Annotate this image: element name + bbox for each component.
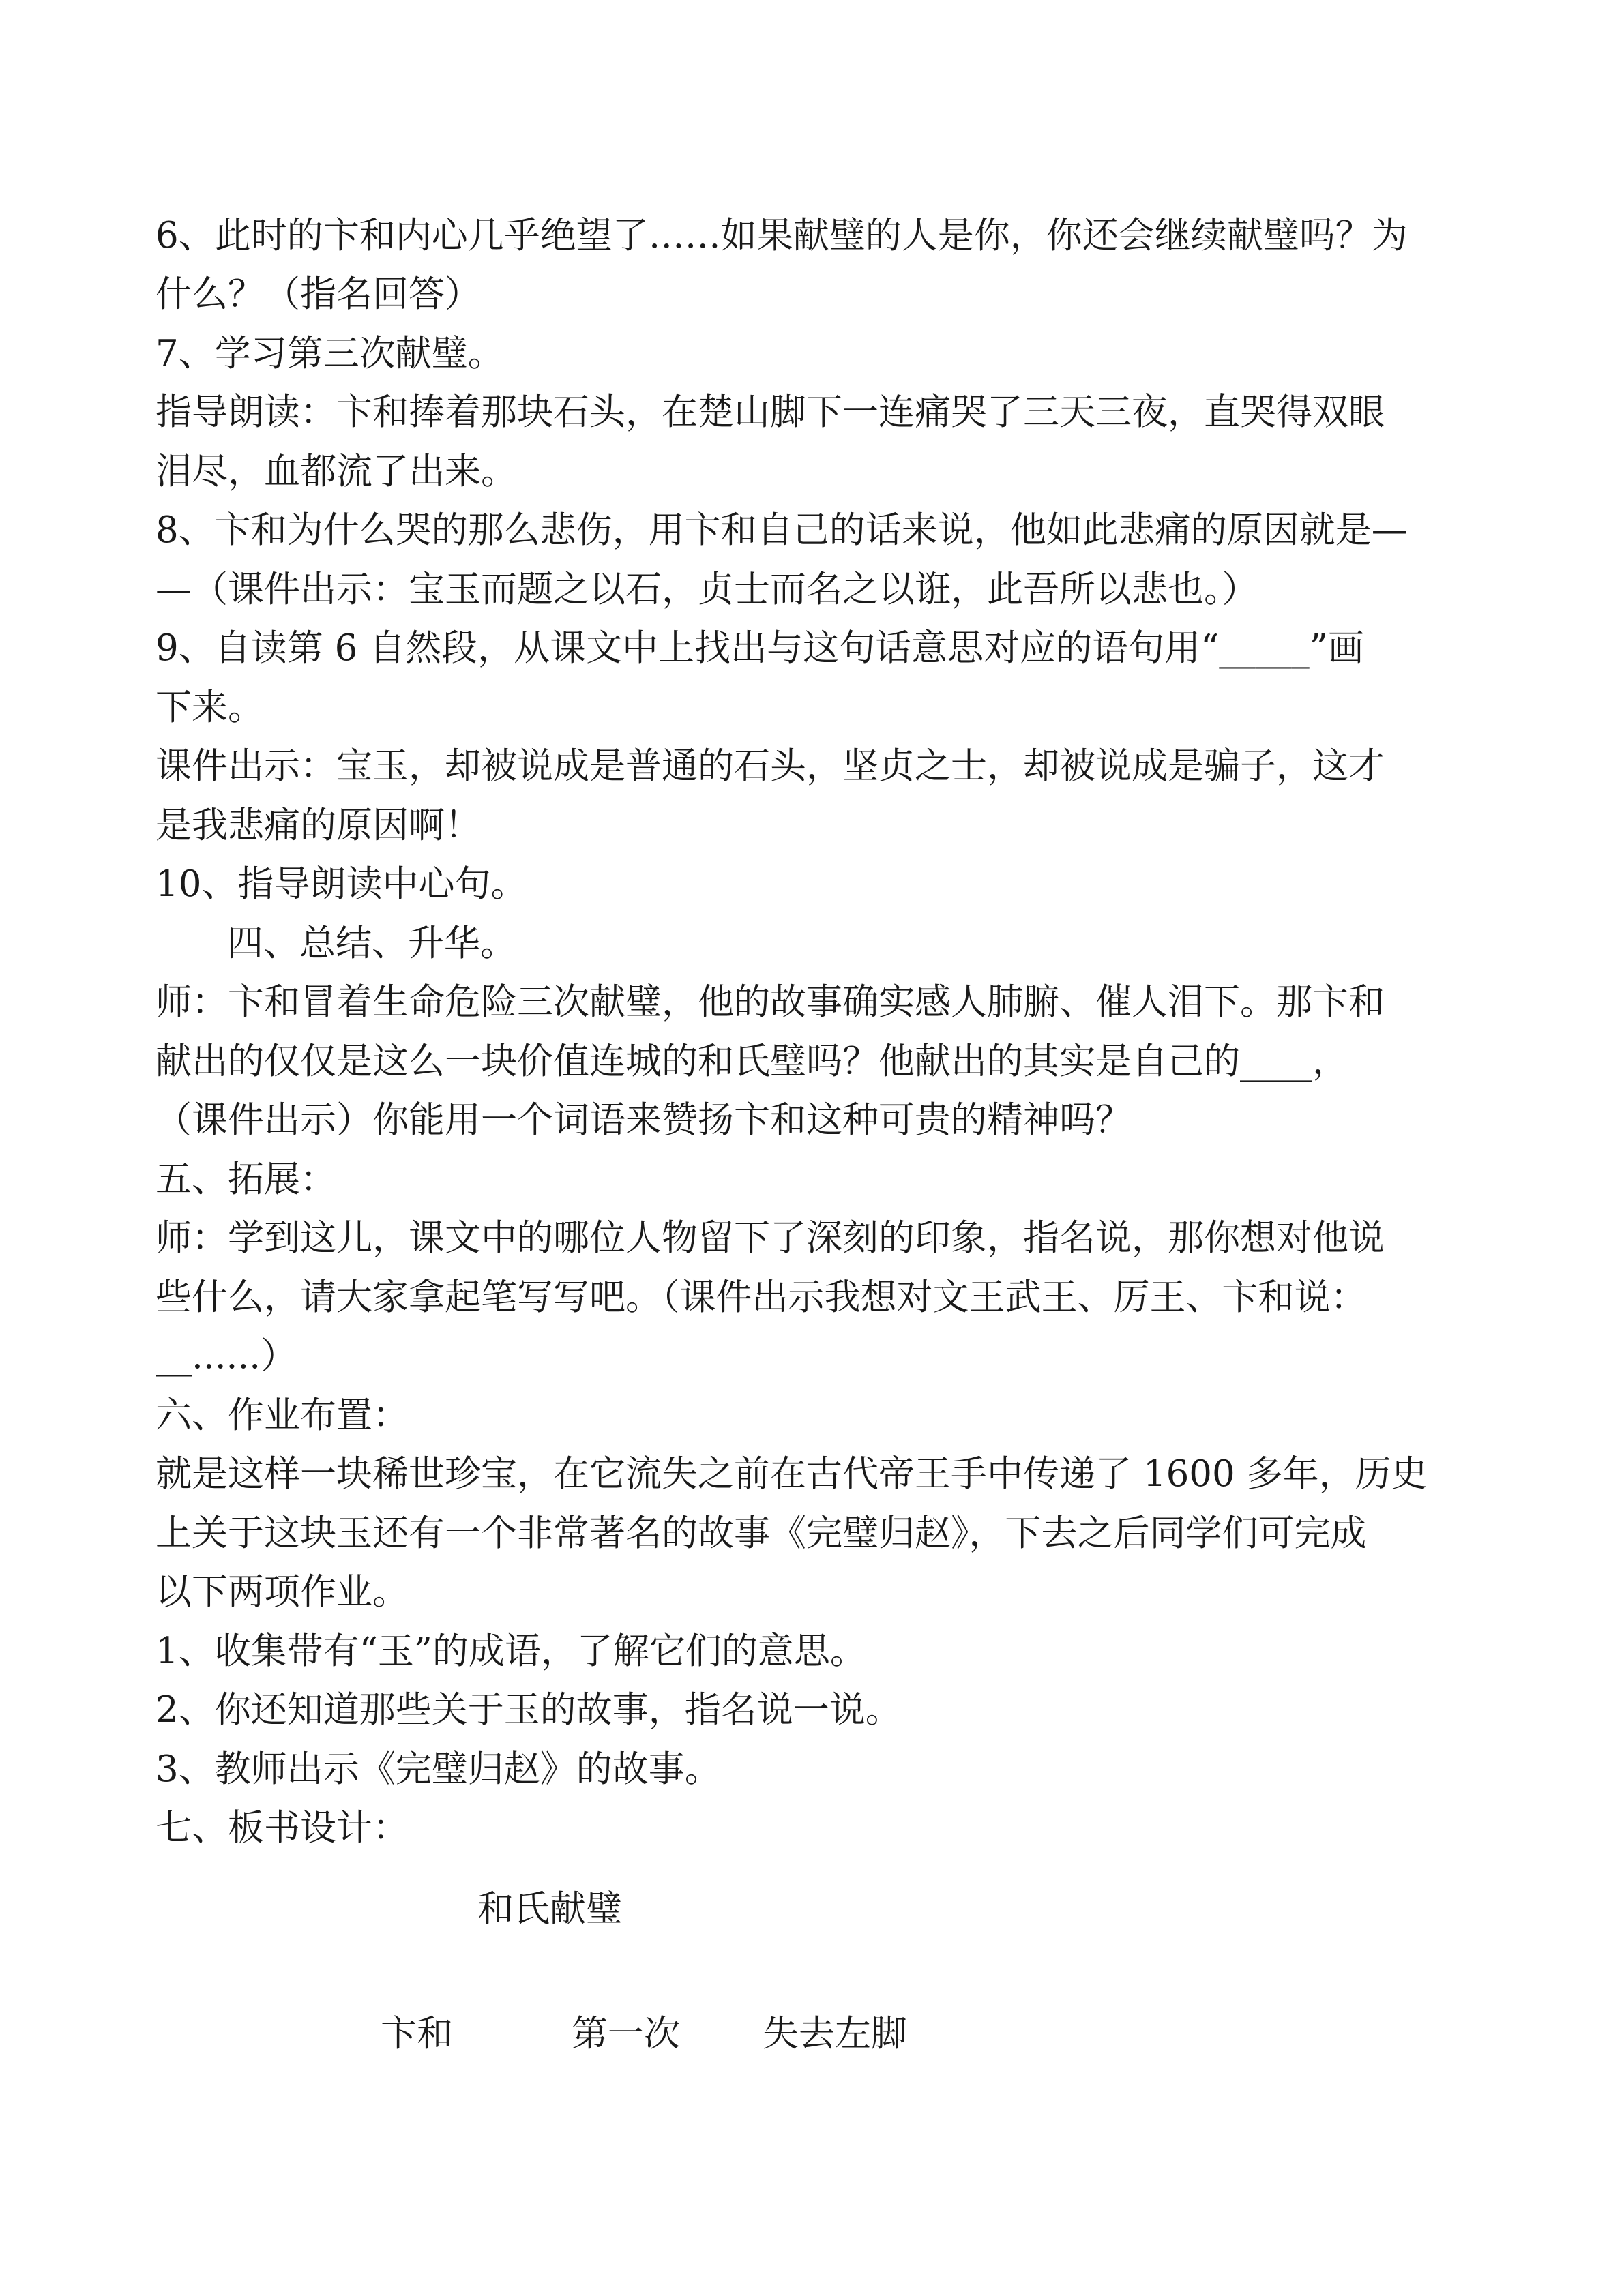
text-line: 上关于这块玉还有一个非常著名的故事《完璧归赵》，下去之后同学们可完成 (156, 1512, 1367, 1554)
text-line: 7、学习第三次献璧。 (156, 333, 504, 374)
text-line: 什么？（指名回答） (156, 273, 481, 315)
text-line: 是我悲痛的原因啊！ (156, 805, 481, 846)
board-title: 和氏献璧 (477, 1888, 622, 1930)
text-line: __......） (156, 1335, 297, 1377)
text-line: 献出的仅仅是这么一块价值连城的和氏璧吗？他献出的其实是自己的____， (156, 1041, 1348, 1082)
text-line: 些什么，请大家拿起笔写写吧。（课件出示我想对文王武王、厉王、卞和说： (156, 1277, 1367, 1318)
text-line: 师：学到这儿，课文中的哪位人物留下了深刻的印象，指名说，那你想对他说 (156, 1217, 1385, 1259)
section-heading: 七、板书设计： (156, 1807, 409, 1849)
section-heading: 五、拓展： (156, 1159, 336, 1200)
text-line: 1、收集带有“玉”的成语，了解它们的意思。 (156, 1630, 866, 1672)
section-heading: 四、总结、升华。 (227, 923, 516, 964)
text-line: 课件出示：宝玉，却被说成是普通的石头，坚贞之士，却被说成是骗子，这才 (156, 745, 1385, 787)
text-line: 9、自读第 6 自然段，从课文中上找出与这句话意思对应的语句用“_____”画 (156, 627, 1364, 669)
text-line: 3、教师出示《完璧归赵》的故事。 (156, 1748, 721, 1790)
text-line: —（课件出示：宝玉而题之以石，贞士而名之以诳，此吾所以悲也。） (156, 569, 1258, 610)
board-result: 失去左脚 (763, 2013, 907, 2055)
text-line: 就是这样一块稀世珍宝，在它流失之前在古代帝王手中传递了 1600 多年，历史 (156, 1453, 1428, 1495)
text-line: 以下两项作业。 (156, 1571, 409, 1613)
text-line: 2、你还知道那些关于玉的故事，指名说一说。 (156, 1689, 902, 1731)
text-line: 师：卞和冒着生命危险三次献璧，他的故事确实感人肺腑、催人泪下。那卞和 (156, 981, 1385, 1023)
text-line: 10、指导朗读中心句。 (156, 863, 527, 905)
text-line: 6、此时的卞和内心几乎绝望了……如果献璧的人是你，你还会继续献璧吗？为 (156, 215, 1408, 256)
board-time: 第一次 (572, 2013, 680, 2055)
section-heading: 六、作业布置： (156, 1395, 409, 1436)
board-person: 卞和 (381, 2013, 453, 2055)
text-line: 指导朗读：卞和捧着那块石头，在楚山脚下一连痛哭了三天三夜，直哭得双眼 (156, 391, 1385, 433)
text-line: （课件出示）你能用一个词语来赞扬卞和这种可贵的精神吗？ (156, 1099, 1132, 1141)
text-line: 泪尽，血都流了出来。 (156, 451, 517, 492)
text-line: 8、卞和为什么哭的那么悲伤，用卞和自己的话来说，他如此悲痛的原因就是— (156, 509, 1408, 551)
text-line: 下来。 (156, 687, 264, 728)
